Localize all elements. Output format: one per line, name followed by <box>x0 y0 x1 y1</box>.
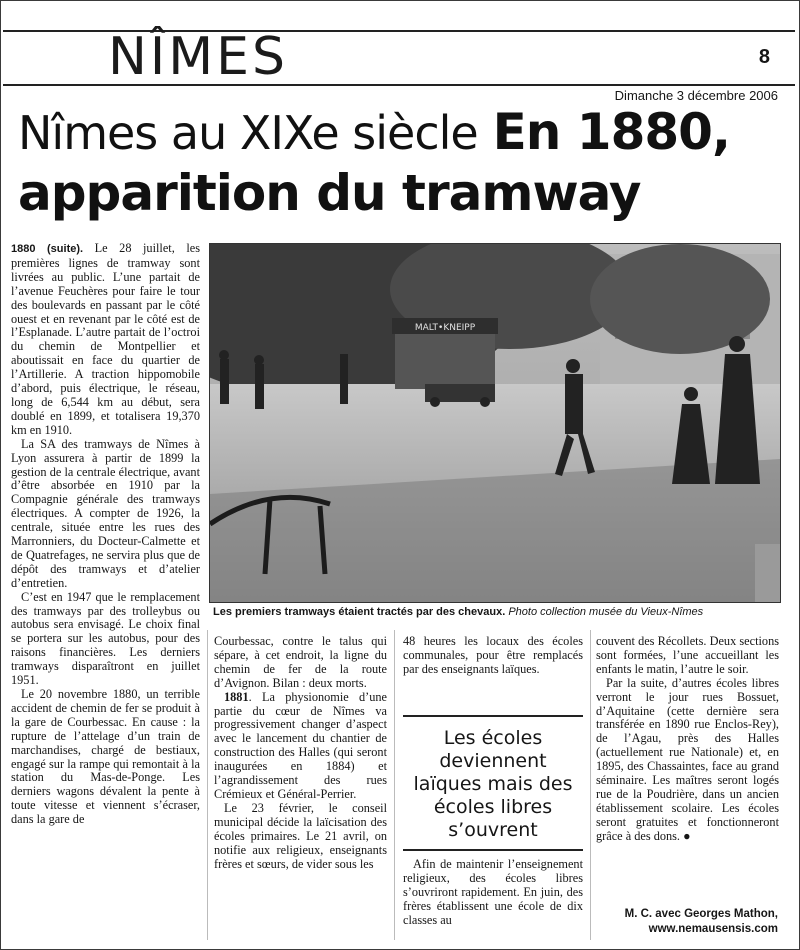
subheading-title: Les écoles deviennent laïques mais des écoles libres s’ouvrent <box>413 727 573 841</box>
paragraph-text: Le 28 juillet, les premières lignes de tramway sont livrées au public. L’une partait de l’avenue Feuchères pour faire le tour des boulevards en passant par le côté ouest et en revenant par le côté est de l’Esplanade. L’autre partait de l’octroi du chemin de Montpellier et aboutissait en face du quartier de l’Artillerie. A traction hippomobile d’abord, puis électrique, le réseau, long de 6,544 km au début, sera doublé en 1899, et totalisera 19,370 km en 1910. <box>11 241 200 437</box>
paragraph: couvent des Récollets. Deux sections sont formées, l’une accueillant les enfants le matin, l’autre le soir. <box>596 634 779 676</box>
section-title: NÎMES <box>108 27 288 87</box>
article-column-4 <box>596 635 779 844</box>
photo-caption <box>213 606 783 618</box>
paragraph: C’est en 1947 que le remplacement des tramways par des trolleybus ou autobus sera envisagé. Le choix final se portera sur les autobus, pour des raisons financières. Les derniers tramways disparaîtront en juillet 1951. <box>11 589 200 688</box>
paragraph-lead: 1880 (suite). <box>11 243 84 255</box>
paragraph: 48 heures les locaux des écoles communales, pour être remplacés par des enseignants laïques. <box>403 634 583 676</box>
paragraph <box>11 242 200 438</box>
paragraph: Le 23 février, le conseil municipal décide la laïcisation des écoles primaires. Le 21 avril, on notifie aux religieux, enseignants frères et sœurs, de vider sous les <box>214 800 387 871</box>
column-divider <box>590 630 591 940</box>
headline-kicker: Nîmes au XIXe siècle <box>18 106 478 160</box>
paragraph: Afin de maintenir l’enseignement religieux, des écoles libres s’ouvriront rapidement. En juin, des frères établissent une école de dix classes au <box>403 857 583 927</box>
tramway-photo <box>209 243 781 603</box>
paragraph: La SA des tramways de Nîmes à Lyon assurera à partir de 1899 la gestion de la centrale électrique, avant d’être absorbée en 1910 par la Compagnie générale des tramways électriques. A compter de 1926, la centrale, située entre les rues des Marronniers, du Docteur-Calmette et de Quatrefages, ne servira plus que de dépôt des tramways et d’atelier d’entretien. <box>11 436 200 590</box>
paragraph-lead: 1881 <box>224 689 249 704</box>
photo-credit: Photo collection musée du Vieux-Nîmes <box>508 606 704 618</box>
column-divider <box>394 630 395 940</box>
paragraph-text: . La physionomie d’une partie du cœur de Nîmes va progressivement changer d’aspect avec le lancement du chantier de construction des Halles (qui seront inaugurées en 1884) et l’agrandissement des rues Crémieux et Général-Perrier. <box>214 689 387 801</box>
tramway-photo-image <box>210 244 780 602</box>
headline-main-2: apparition du tramway <box>18 164 641 222</box>
article-column-2 <box>214 635 387 871</box>
masthead <box>3 27 795 87</box>
article-column-3-continued <box>403 858 583 928</box>
dateline: Dimanche 3 décembre 2006 <box>614 88 778 103</box>
paragraph: Par la suite, d’autres écoles libres verront le jour rues Bossuet, d’Aquitaine (cette dernière sera transférée en 1890 rue Enclos-Rey), de l’Agau, près des Halles (actuellement rue Nationale) et, en 1895, des Chassaintes, face au grand séminaire. Les maîtres seront logés rue de la Poudrière, dans un ancien établissement scolaire. Les écoles seront gratuites et fonctionneront grâce à des dons. ● <box>596 675 779 843</box>
article-column-3 <box>403 635 583 677</box>
paragraph: Courbessac, contre le talus qui sépare, à cet endroit, la ligne du chemin de fer de la route d’Avignon. Bilan : deux morts. <box>214 634 387 690</box>
page-number: 8 <box>758 46 770 68</box>
website-credit: www.nemausensis.com <box>648 923 778 935</box>
subheading-box <box>403 715 583 851</box>
signature <box>625 907 778 937</box>
paragraph: Le 20 novembre 1880, un terrible accident de chemin de fer se produit à la gare de Courbessac. En cause : la rupture de l’attelage d’un train de marchandises, chargé de bestiaux, engagé sur la rampe qui remontait à la station du Mas-de-Ponge. Les derniers wagons dévalent la pente à toute vitesse et viennent s’écraser, dans la gare de <box>11 687 200 827</box>
tramway-sign-text: MALT•KNEIPP <box>414 323 476 333</box>
caption-text: Les premiers tramways étaient tractés par des chevaux. <box>213 606 506 618</box>
headline-main-1: En 1880, <box>492 103 730 161</box>
article-column-1 <box>11 242 200 827</box>
column-divider <box>207 630 208 940</box>
headline <box>18 102 788 223</box>
paragraph <box>214 691 387 802</box>
author-credit: M. C. avec Georges Mathon, <box>624 908 778 920</box>
